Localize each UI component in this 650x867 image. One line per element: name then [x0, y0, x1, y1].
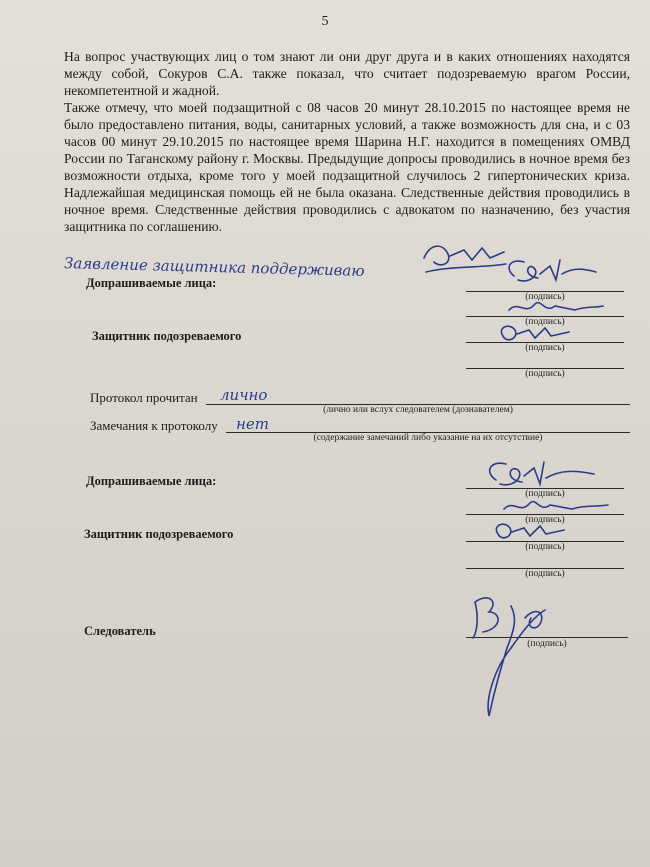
signature-defender-note [420, 238, 510, 278]
paragraph-2: Также отмечу, что моей подзащитной с 08 часов 20 минут 28.10.2015 по настоящее время не было предоставлено питания, воды, санитарных условий, а также возможность для сна, и с 03 часов 00 минут 29.10.2015 по настоящее время Шарина Н.Г. находится в помещениях ОМВД России по Таганскому району г. Москвы. Предыдущие допросы проводились в ночное время без возможности отдыха, кроме того у моей подзащитной случилось 2 гипертонических криза. Надлежайшая медицинская помощь ей не была оказана. Следственные действия проводились в ночное время. Следственные действия проводились с адвокатом по назначению, без участия защитника по соглашению. [64, 100, 630, 234]
page-number: 5 [321, 14, 329, 29]
defender-label-2: Защитник подозреваемого [84, 527, 234, 541]
protocol-read-caption: (лично или вслух следователем (дознавателем) [323, 405, 513, 415]
protocol-read-value: лично [220, 386, 268, 404]
interrogated-label-2: Допрашиваемые лица: [86, 474, 217, 488]
paragraph-1: На вопрос участвующих лиц о том знают ли они друг друга и в каких отношениях находятся между собой, Сокуров С.А. также показал, что считает подозреваемую врагом России, некомпетентной и жадной. [64, 49, 630, 98]
protocol-remarks-caption: (содержание замечаний либо указание на их отсутствие) [313, 433, 543, 443]
signature-caption-6: (подпись) [525, 515, 565, 525]
signature-interrogated-1b [505, 296, 605, 322]
signature-caption-7: (подпись) [525, 542, 565, 552]
signature-defender-1 [495, 322, 575, 348]
signature-investigator [455, 588, 565, 723]
signature-caption-4: (подпись) [525, 369, 565, 379]
signature-caption-2: (подпись) [525, 317, 565, 327]
signature-interrogated-2a [478, 456, 598, 496]
signature-caption-1: (подпись) [525, 292, 565, 302]
handwritten-note: Заявление защитника поддерживаю [63, 254, 365, 280]
protocol-remarks-label: Замечания к протоколу [90, 418, 218, 433]
signature-caption-investigator: (подпись) [527, 639, 567, 649]
signature-caption-5: (подпись) [525, 489, 565, 499]
protocol-read-label: Протокол прочитан [90, 390, 198, 405]
signature-caption-3: (подпись) [525, 343, 565, 353]
signature-interrogated-2b [500, 495, 610, 521]
signature-interrogated-1a [500, 254, 600, 294]
defender-label-1: Защитник подозреваемого [92, 329, 242, 343]
protocol-remarks-value: нет [236, 415, 269, 433]
signature-caption-8: (подпись) [525, 569, 565, 579]
body-text [64, 48, 630, 235]
signature-defender-2 [490, 520, 570, 546]
interrogated-label-1: Допрашиваемые лица: [86, 276, 217, 290]
investigator-label: Следователь [84, 624, 156, 638]
